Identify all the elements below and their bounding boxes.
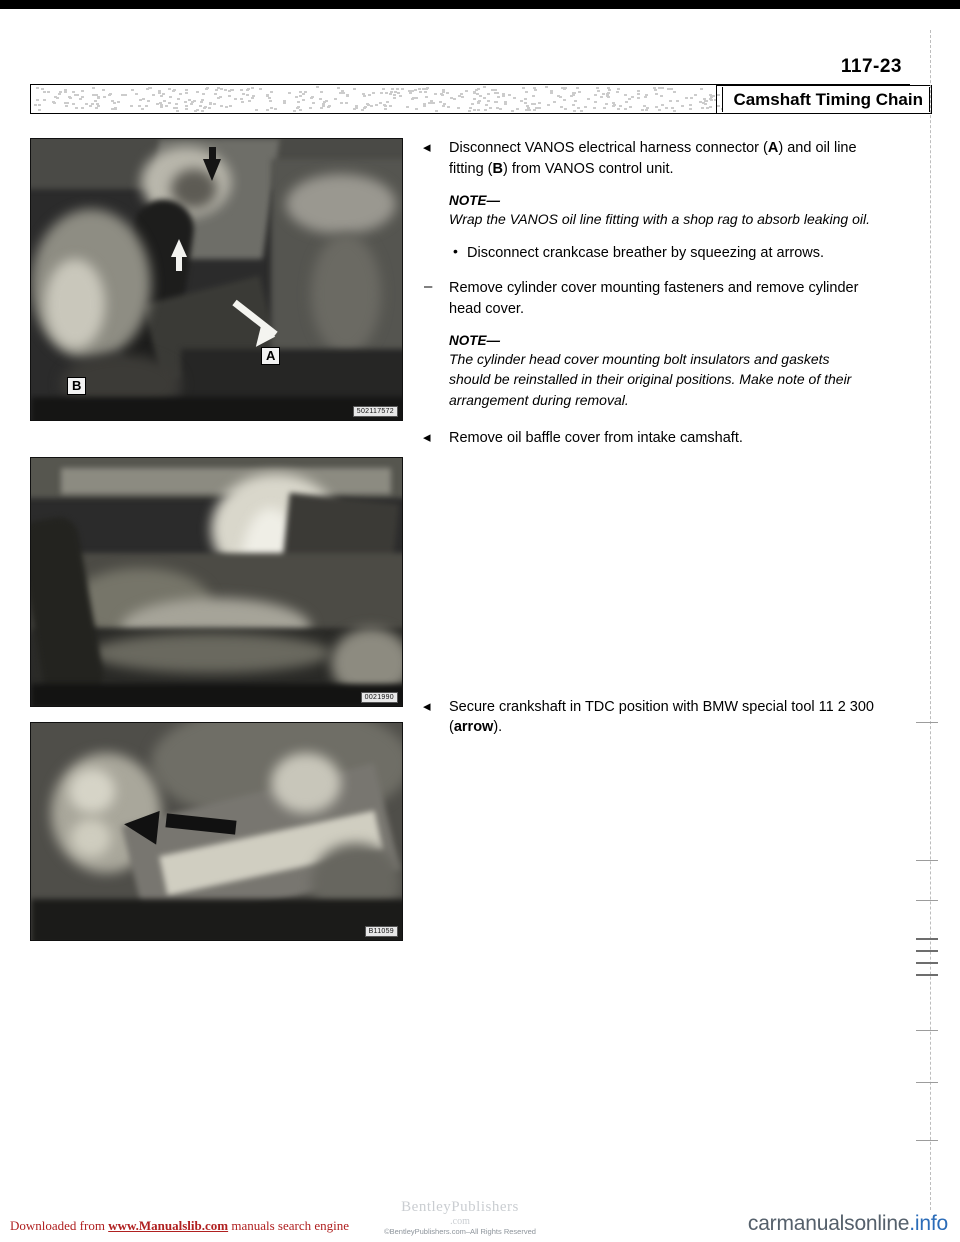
triangle-bullet-icon: ◂	[423, 139, 431, 156]
note-heading: NOTE—	[449, 333, 501, 349]
list-item-text: Remove oil baffle cover from intake camshaft.	[449, 430, 743, 447]
figure-3-image	[31, 723, 402, 940]
publisher-credit	[330, 1199, 590, 1236]
dash-bullet-icon: –	[424, 278, 433, 296]
figure-1-label-b: B	[67, 377, 86, 395]
download-suffix: manuals search engine	[228, 1218, 350, 1233]
watermark-tld: .info	[909, 1212, 948, 1235]
publisher-rights: ©BentleyPublishers.com–All Rights Reserved	[384, 1226, 536, 1236]
scan-tick	[916, 860, 938, 861]
figure-3-caption: B11059	[365, 926, 398, 937]
scan-tick	[916, 1082, 938, 1083]
scan-tick	[916, 1030, 938, 1031]
scan-tick	[916, 900, 938, 901]
list-item-text: Remove cylinder cover mounting fasteners and remove cylinder head cover.	[449, 280, 859, 317]
list-item	[423, 138, 893, 179]
watermark	[748, 1212, 948, 1236]
figure-crankshaft-tdc	[30, 722, 403, 941]
note-heading: NOTE—	[449, 193, 501, 209]
list-item	[453, 243, 893, 264]
scan-margin-line	[930, 30, 932, 1210]
section-title: Camshaft Timing Chain	[722, 87, 930, 112]
list-item-text: Secure crankshaft in TDC position with BMW special tool 11 2 300 (arrow).	[449, 698, 874, 736]
list-item	[423, 697, 893, 738]
triangle-bullet-icon: ◂	[423, 429, 431, 447]
list-item	[423, 278, 893, 319]
scan-tick	[916, 938, 938, 940]
publisher-logo: BentleyPublishers	[401, 1199, 519, 1216]
instructions-column	[423, 138, 893, 752]
figure-1-image	[31, 139, 402, 420]
scan-tick	[916, 1140, 938, 1141]
figure-1-caption: 502117572	[353, 406, 398, 417]
note-body: Wrap the VANOS oil line fitting with a shop rag to absorb leaking oil.	[449, 211, 870, 228]
watermark-text: carmanualsonline	[747, 1212, 910, 1235]
figure-cylinder-head-cover	[30, 457, 403, 707]
download-source-text	[10, 1218, 349, 1234]
figure-2-caption: 0021990	[361, 692, 398, 703]
list-item-text: Disconnect crankcase breather by squeezing at arrows.	[467, 245, 825, 262]
note-body: The cylinder head cover mounting bolt insulators and gaskets should be reinstalled in their original positions. Make note of their arrangement during removal.	[449, 351, 852, 408]
page-footer	[0, 1199, 960, 1242]
scan-edge-top	[0, 0, 960, 9]
manualslib-link[interactable]: www.Manualslib.com	[108, 1218, 229, 1233]
triangle-bullet-icon: ◂	[423, 697, 431, 715]
dot-bullet-icon: •	[453, 243, 458, 260]
list-item	[423, 428, 893, 449]
page-number: 117-23	[840, 56, 902, 77]
figure-vanos-connector	[30, 138, 403, 421]
publisher-dotcom: .com	[450, 1215, 470, 1227]
scan-tick	[916, 722, 938, 723]
figure-1-label-a: A	[261, 347, 280, 365]
scan-tick	[916, 974, 938, 976]
scan-tick	[916, 950, 938, 952]
scan-tick	[916, 962, 938, 964]
figure-2-image	[31, 458, 402, 706]
download-prefix: Downloaded from	[10, 1218, 109, 1233]
list-item-text: Disconnect VANOS electrical harness connector (A) and oil line fitting (B) from VANOS control unit.	[449, 140, 857, 177]
